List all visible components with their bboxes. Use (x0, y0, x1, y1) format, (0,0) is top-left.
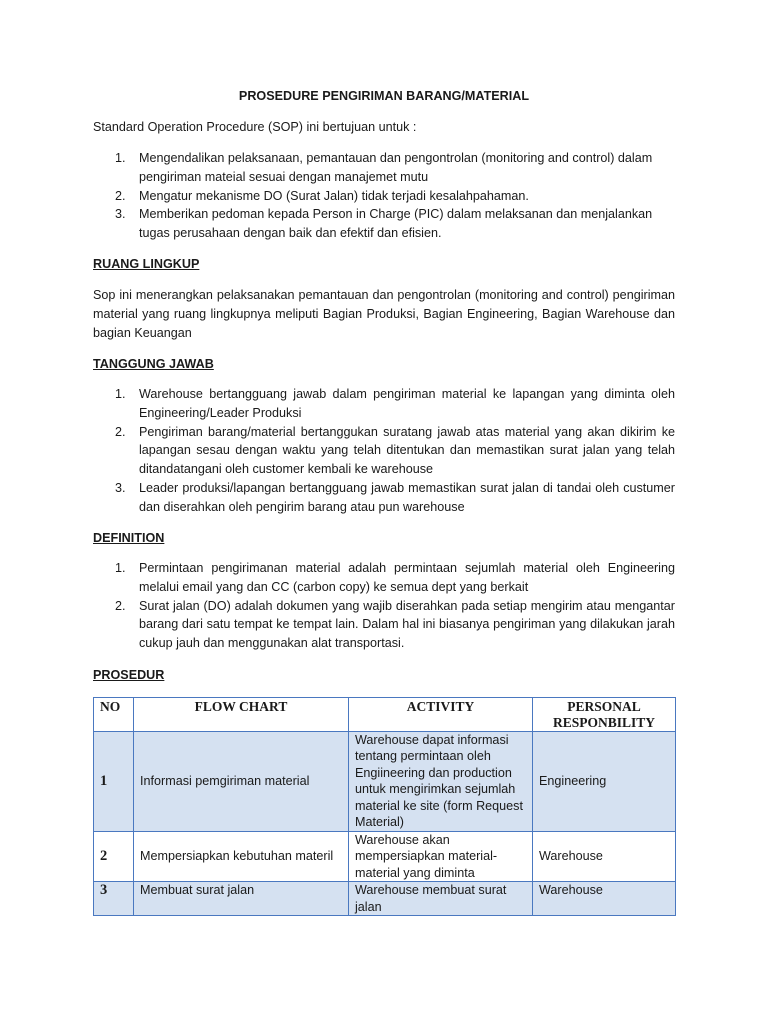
cell-activity: Warehouse membuat surat jalan (349, 882, 533, 916)
table-row (94, 732, 676, 832)
intro-text: Standard Operation Procedure (SOP) ini bertujuan untuk : (93, 120, 417, 134)
definition-heading: DEFINITION (93, 531, 165, 545)
responsibility-heading: TANGGUNG JAWAB (93, 357, 214, 371)
responsibility-list (93, 385, 675, 517)
column-header-no: NO (94, 698, 134, 732)
column-header-flow-chart: FLOW CHART (134, 698, 349, 732)
list-item: 2. Mengatur mekanisme DO (Surat Jalan) tidak terjadi kesalahpahaman. (115, 188, 529, 203)
scope-heading: RUANG LINGKUP (93, 257, 200, 271)
definition-list (93, 559, 675, 653)
cell-no: 1 (94, 732, 134, 832)
cell-no: 2 (94, 832, 134, 882)
list-item: 1. Permintaan pengirimanan material adalah permintaan sejumlah material oleh Engineering melalui email yang dan CC (carbon copy) ke semua dept yang berkait (115, 561, 675, 594)
cell-flow-chart: Membuat surat jalan (134, 882, 349, 916)
list-item: 2. Pengiriman barang/material bertanggukan suratang jawab atas material yang akan dikirim ke lapangan sesau dengan waktu yang telah ditentukan dan memastikan surat jalan yang telah ditandatangani oleh customer kembali ke warehouse (115, 424, 675, 477)
procedure-heading: PROSEDUR (93, 668, 165, 682)
cell-person: Engineering (533, 732, 676, 832)
cell-flow-chart: Mempersiapkan kebutuhan materil (134, 832, 349, 882)
cell-activity: Warehouse akan mempersiapkan material-material yang diminta (349, 832, 533, 882)
document-title: PROSEDURE PENGIRIMAN BARANG/MATERIAL (238, 89, 530, 103)
column-header-personal-responbility: PERSONAL RESPONBILITY (533, 698, 676, 732)
table-row (94, 832, 676, 882)
list-item: 1. Warehouse bertangguang jawab dalam pengiriman material ke lapangan yang diminta oleh Engineering/Leader Produksi (115, 387, 675, 420)
table-header-row (94, 698, 676, 732)
list-item: 1. Mengendalikan pelaksanaan, pemantauan dan pengontrolan (monitoring and control) dalam pengiriman mateial sesuai dengan manajemet mutu (115, 151, 653, 184)
list-item: 2. Surat jalan (DO) adalah dokumen yang wajib diserahkan pada setiap mengirim atau mengantar barang dari satu tempat ke tempat lain. Dalam hal ini biasanya pengiriman yang dilakukan jarah cukup jauh dan menggunakan alat transportasi. (115, 598, 675, 651)
cell-person: Warehouse (533, 882, 676, 916)
list-item: 3. Leader produksi/lapangan bertangguang jawab memastikan surat jalan di tandai oleh custumer dan diserahkan oleh pengirim barang atau pun warehouse (115, 480, 675, 514)
cell-activity: Warehouse dapat informasi tentang permintaan oleh Engiineering dan production untuk mengirimkan sejumlah material ke site (form Request Material) (349, 732, 533, 832)
cell-no: 3 (94, 882, 134, 916)
column-header-activity: ACTIVITY (349, 698, 533, 732)
scope-text: Sop ini menerangkan pelaksanakan pemantauan dan pengontrolan (monitoring and control) pengiriman material yang ruang lingkupnya meliputi Bagian Produksi, Bagian Engineering, Bagian Warehouse dan bagian Keuangan (93, 288, 675, 340)
cell-person: Warehouse (533, 832, 676, 882)
list-item: 3. Memberikan pedoman kepada Person in Charge (PIC) dalam melaksanan dan menjalankan tugas perusahaan dengan baik dan efektif dan efisien. (115, 207, 653, 241)
cell-flow-chart: Informasi pemgiriman material (134, 732, 349, 832)
purpose-list (93, 149, 675, 243)
table-row (94, 882, 676, 916)
procedure-table (93, 697, 676, 916)
